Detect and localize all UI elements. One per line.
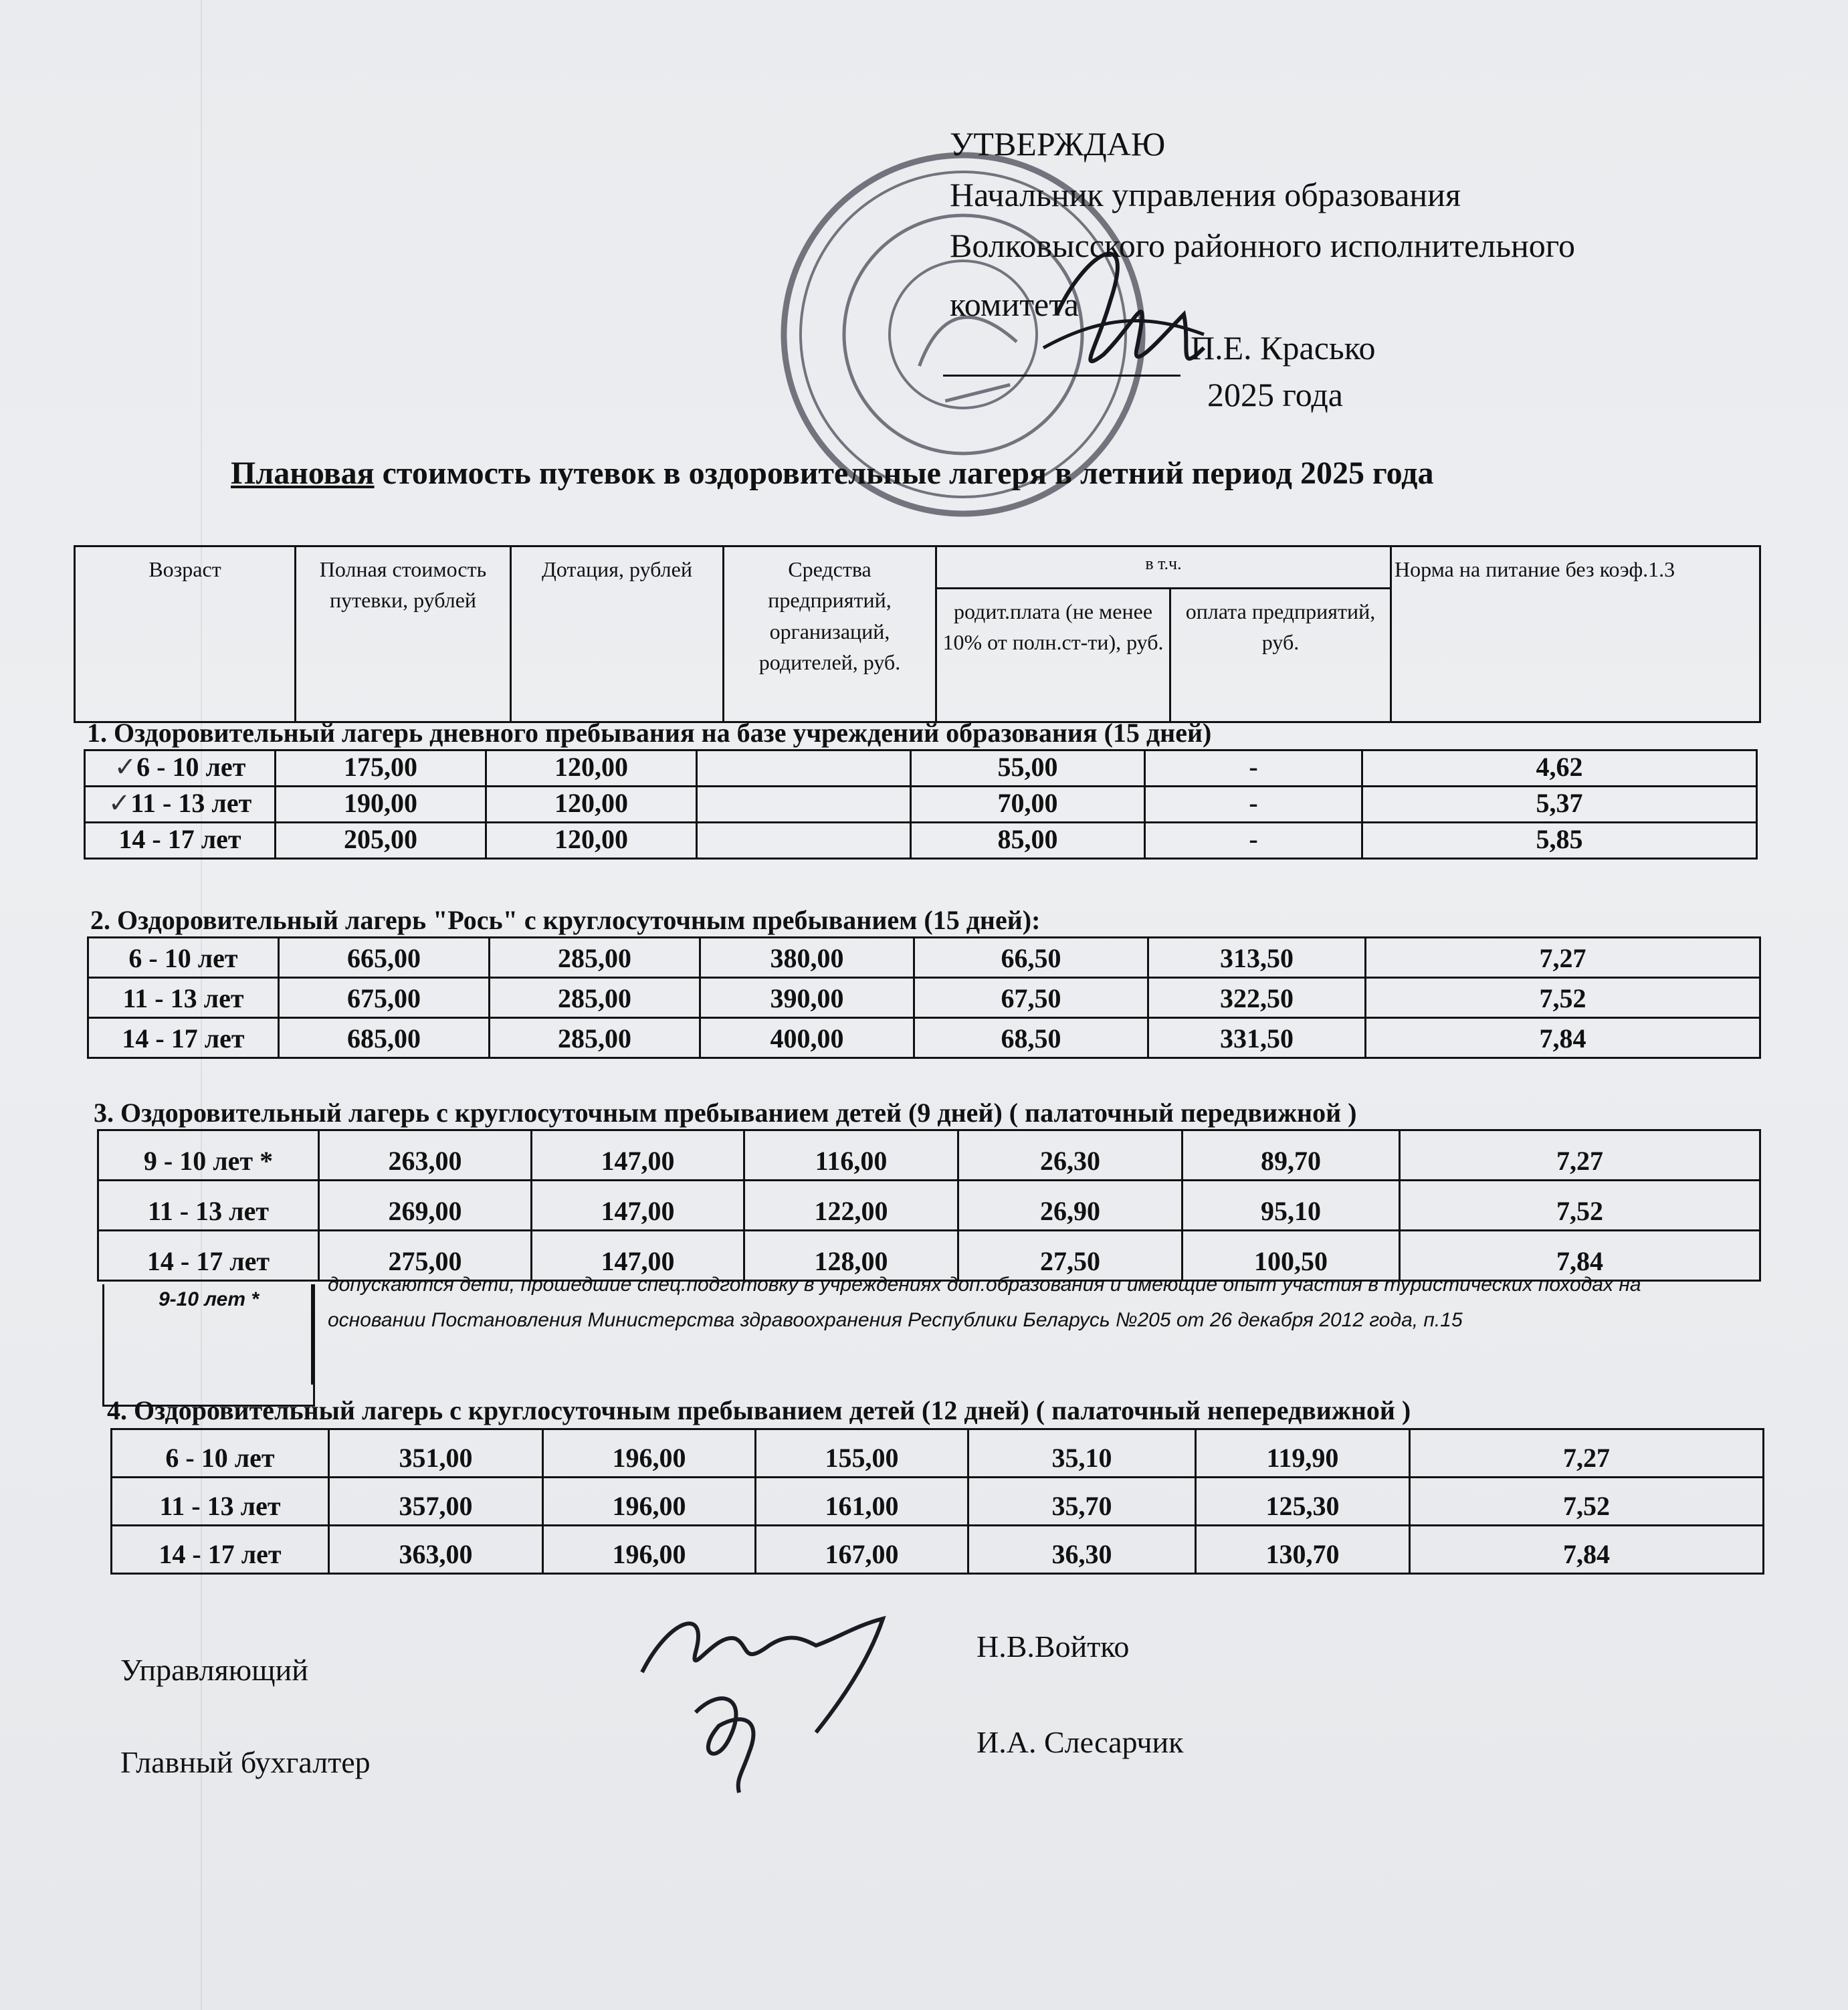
header-full-cost: Полная стоимость путевки, рублей [296,546,511,722]
parent-pay-cell: 66,50 [914,938,1148,978]
funds-cell: 390,00 [700,978,914,1018]
header-including: в т.ч. [936,546,1391,589]
enterprise-pay-cell: - [1145,823,1362,859]
section-4-title: 4. Оздоровительный лагерь с круглосуточным пребыванием детей (12 дней) ( палаточный непередвижной ) [107,1395,1411,1425]
enterprise-pay-cell: 331,50 [1148,1018,1366,1058]
subsidy-cell: 147,00 [532,1181,744,1231]
enterprise-pay-cell: 119,90 [1196,1429,1410,1478]
header-enterprise-pay: оплата предприятий, руб. [1170,589,1391,722]
subsidy-cell: 147,00 [532,1231,744,1281]
food-norm-cell: 7,27 [1410,1429,1764,1478]
title-rest: стоимость путевок в оздоровительные лагеря в летний период 2025 года [374,456,1434,491]
funds-cell: 380,00 [700,938,914,978]
funds-cell: 116,00 [744,1130,958,1181]
food-norm-cell: 7,84 [1400,1231,1760,1281]
age-cell: 11 - 13 лет [112,1478,329,1526]
manager-role: Управляющий [120,1653,308,1687]
funds-cell: 161,00 [756,1478,968,1526]
enterprise-pay-cell: 130,70 [1196,1526,1410,1574]
accountant-name: И.А. Слесарчик [977,1725,1184,1759]
full-cost-cell: 351,00 [329,1429,543,1478]
full-cost-cell: 175,00 [276,750,486,787]
full-cost-cell: 685,00 [279,1018,490,1058]
header-funds: Средства предприятий, организаций, родителей, руб. [724,546,936,722]
food-norm-cell: 5,37 [1362,787,1757,823]
header-parent-pay: родит.плата (не менее 10% от полн.ст-ти), руб. [936,589,1170,722]
funds-cell: 122,00 [744,1181,958,1231]
note-age-label: 9-10 лет * [158,1288,259,1310]
approval-heading: УТВЕРЖДАЮ [950,125,1166,163]
full-cost-cell: 263,00 [319,1130,532,1181]
full-cost-cell: 190,00 [276,787,486,823]
enterprise-pay-cell: 95,10 [1183,1181,1400,1231]
age-cell: 14 - 17 лет [98,1231,319,1281]
funds-cell: 128,00 [744,1231,958,1281]
subsidy-cell: 196,00 [543,1429,756,1478]
manager-name: Н.В.Войтко [977,1629,1130,1664]
age-cell: 14 - 17 лет [85,823,276,859]
food-norm-cell: 7,52 [1366,978,1760,1018]
age-cell: 11 - 13 лет [98,1181,319,1231]
note-text: допускаются дети, прошедшие спец.подготовку в учреждениях доп.образования и имеющие опыт участия в туристических походах на основании Постановления Министерства здравоохранения Республики Беларусь №205 от 26 декабря 2012 года, п.15 [328,1274,1641,1331]
enterprise-pay-cell: 89,70 [1183,1130,1400,1181]
age-cell: 11 - 13 лет [88,978,279,1018]
header-subsidy: Дотация, рублей [511,546,724,722]
food-norm-cell: 7,84 [1410,1526,1764,1574]
title-underlined-word: Плановая [231,456,375,491]
subsidy-cell: 196,00 [543,1478,756,1526]
age-cell: ✓6 - 10 лет [85,750,276,787]
food-norm-cell: 5,85 [1362,823,1757,859]
checkmark-icon: ✓ [108,788,131,818]
parent-pay-cell: 35,70 [968,1478,1196,1526]
full-cost-cell: 205,00 [276,823,486,859]
subsidy-cell: 285,00 [490,938,700,978]
age-cell: 14 - 17 лет [112,1526,329,1574]
approval-position-line1: Начальник управления образования [950,176,1461,213]
subsidy-cell: 285,00 [490,978,700,1018]
subsidy-cell: 147,00 [532,1130,744,1181]
parent-pay-cell: 26,30 [958,1130,1183,1181]
full-cost-cell: 269,00 [319,1181,532,1231]
section-2-title: 2. Оздоровительный лагерь "Рось" с круглосуточным пребыванием (15 дней): [90,905,1041,935]
enterprise-pay-cell: - [1145,787,1362,823]
food-norm-cell: 7,27 [1366,938,1760,978]
subsidy-cell: 196,00 [543,1526,756,1574]
age-cell: 6 - 10 лет [88,938,279,978]
accountant-role: Главный бухгалтер [120,1745,371,1779]
food-norm-cell: 7,84 [1366,1018,1760,1058]
parent-pay-cell: 85,00 [911,823,1145,859]
subsidy-cell: 120,00 [486,750,697,787]
subsidy-cell: 120,00 [486,823,697,859]
age-cell: 9 - 10 лет * [98,1130,319,1181]
header-age: Возраст [75,546,296,722]
approval-signer: П.Е. Красько [1191,329,1376,367]
subsidy-cell: 285,00 [490,1018,700,1058]
full-cost-cell: 675,00 [279,978,490,1018]
food-norm-cell: 7,27 [1400,1130,1760,1181]
food-norm-cell: 4,62 [1362,750,1757,787]
approval-position-line3: комитета [950,286,1079,323]
parent-pay-cell: 67,50 [914,978,1148,1018]
parent-pay-cell: 68,50 [914,1018,1148,1058]
funds-cell: 167,00 [756,1526,968,1574]
full-cost-cell: 665,00 [279,938,490,978]
full-cost-cell: 363,00 [329,1526,543,1574]
food-norm-cell: 7,52 [1410,1478,1764,1526]
approval-position-line2: Волковысского районного исполнительного [950,227,1576,264]
parent-pay-cell: 26,90 [958,1181,1183,1231]
enterprise-pay-cell: 322,50 [1148,978,1366,1018]
full-cost-cell: 275,00 [319,1231,532,1281]
full-cost-cell: 357,00 [329,1478,543,1526]
parent-pay-cell: 70,00 [911,787,1145,823]
enterprise-pay-cell: 313,50 [1148,938,1366,978]
enterprise-pay-cell: - [1145,750,1362,787]
enterprise-pay-cell: 100,50 [1183,1231,1400,1281]
checkmark-icon: ✓ [114,752,137,782]
parent-pay-cell: 55,00 [911,750,1145,787]
section-1-title: 1. Оздоровительный лагерь дневного пребывания на базе учреждений образования (15 дней) [87,718,1212,748]
subsidy-cell: 120,00 [486,787,697,823]
funds-cell: 400,00 [700,1018,914,1058]
section-3-title: 3. Оздоровительный лагерь с круглосуточным пребыванием детей (9 дней) ( палаточный передвижной ) [94,1098,1357,1128]
parent-pay-cell: 27,50 [958,1231,1183,1281]
age-cell: ✓11 - 13 лет [85,787,276,823]
enterprise-pay-cell: 125,30 [1196,1478,1410,1526]
age-cell: 6 - 10 лет [112,1429,329,1478]
approval-date: 2025 года [1207,376,1343,413]
food-norm-cell: 7,52 [1400,1181,1760,1231]
age-cell: 14 - 17 лет [88,1018,279,1058]
funds-cell: 155,00 [756,1429,968,1478]
parent-pay-cell: 36,30 [968,1526,1196,1574]
header-food-norm: Норма на питание без коэф.1.3 [1391,546,1760,722]
parent-pay-cell: 35,10 [968,1429,1196,1478]
